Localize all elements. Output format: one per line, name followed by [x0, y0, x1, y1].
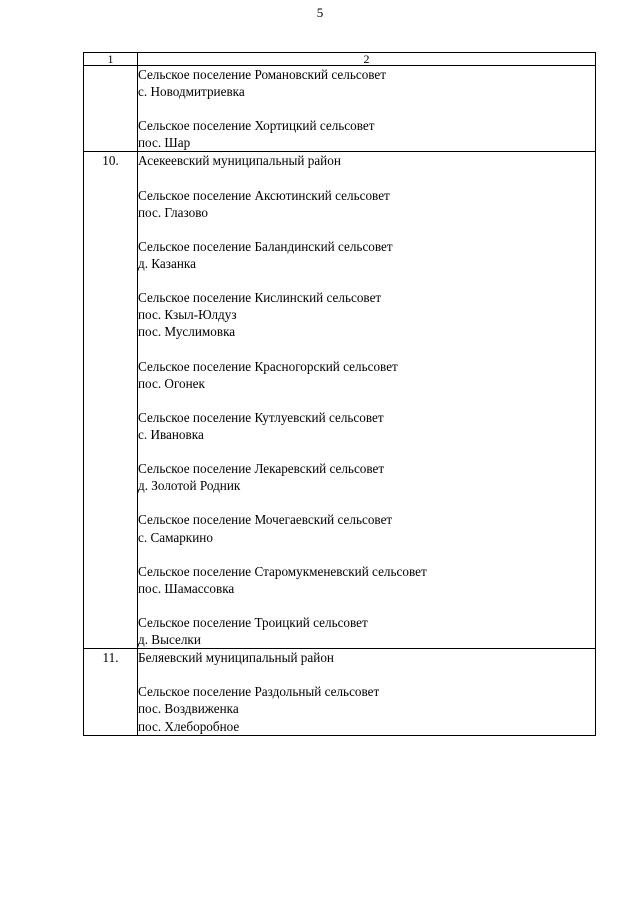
content-line: Сельское поселение Аксютинский сельсовет — [138, 187, 390, 203]
content-line: Беляевский муниципальный район — [138, 650, 334, 666]
row-number: 11. — [84, 649, 138, 735]
content-line: Сельское поселение Старомукменевский сельсовет — [138, 563, 427, 579]
blank-line — [138, 597, 595, 614]
content-line: Сельское поселение Кутлуевский сельсовет — [138, 409, 384, 425]
content-line: Сельское поселение Кислинский сельсовет — [138, 290, 382, 306]
content-line: пос. Шамассовка — [138, 580, 235, 596]
row-content — [138, 649, 596, 735]
content-line: с. Ивановка — [138, 426, 204, 442]
row-number: 10. — [84, 152, 138, 649]
content-line: пос. Глазово — [138, 204, 208, 220]
content-line: пос. Хлеборобное — [138, 718, 240, 734]
blank-line — [138, 546, 595, 563]
row-content — [138, 152, 596, 649]
blank-line — [138, 272, 595, 289]
content-line: пос. Воздвиженка — [138, 701, 239, 717]
content-line: Сельское поселение Хортицкий сельсовет — [138, 118, 375, 134]
table-header-row — [84, 53, 596, 66]
content-line: д. Казанка — [138, 256, 196, 272]
content-line: Сельское поселение Мочегаевский сельсовет — [138, 512, 393, 528]
page-number: 5 — [316, 5, 324, 20]
row-content — [138, 66, 596, 152]
content-line: д. Выселки — [138, 632, 201, 648]
blank-line — [138, 666, 595, 683]
content-line: пос. Шар — [138, 135, 191, 151]
blank-line — [138, 392, 595, 409]
blank-line — [138, 100, 595, 117]
header-cell-2: 2 — [138, 53, 596, 66]
content-line: с. Новодмитриевка — [138, 84, 245, 100]
content-line: Сельское поселение Красногорский сельсовет — [138, 358, 398, 374]
blank-line — [138, 221, 595, 238]
content-line: Сельское поселение Романовский сельсовет — [138, 67, 387, 82]
table-row — [84, 649, 596, 735]
blank-line — [138, 341, 595, 358]
content-line: Сельское поселение Раздольный сельсовет — [138, 684, 380, 700]
content-line: Сельское поселение Баландинский сельсовет — [138, 238, 393, 254]
content-line: пос. Кзыл-Юлдуз — [138, 307, 237, 323]
content-line: Сельское поселение Лекаревский сельсовет — [138, 461, 385, 477]
settlements-table — [83, 52, 596, 736]
blank-line — [138, 494, 595, 511]
header-cell-1: 1 — [84, 53, 138, 66]
row-number — [84, 66, 138, 152]
content-line: д. Золотой Родник — [138, 478, 241, 494]
content-line: с. Самаркино — [138, 529, 213, 545]
table-row — [84, 66, 596, 152]
blank-line — [138, 443, 595, 460]
content-line: Асекеевский муниципальный район — [138, 153, 341, 169]
content-line: Сельское поселение Троицкий сельсовет — [138, 615, 368, 630]
content-line: пос. Муслимовка — [138, 324, 236, 340]
blank-line — [138, 170, 595, 187]
content-line: пос. Огонек — [138, 375, 205, 391]
table-row — [84, 152, 596, 649]
